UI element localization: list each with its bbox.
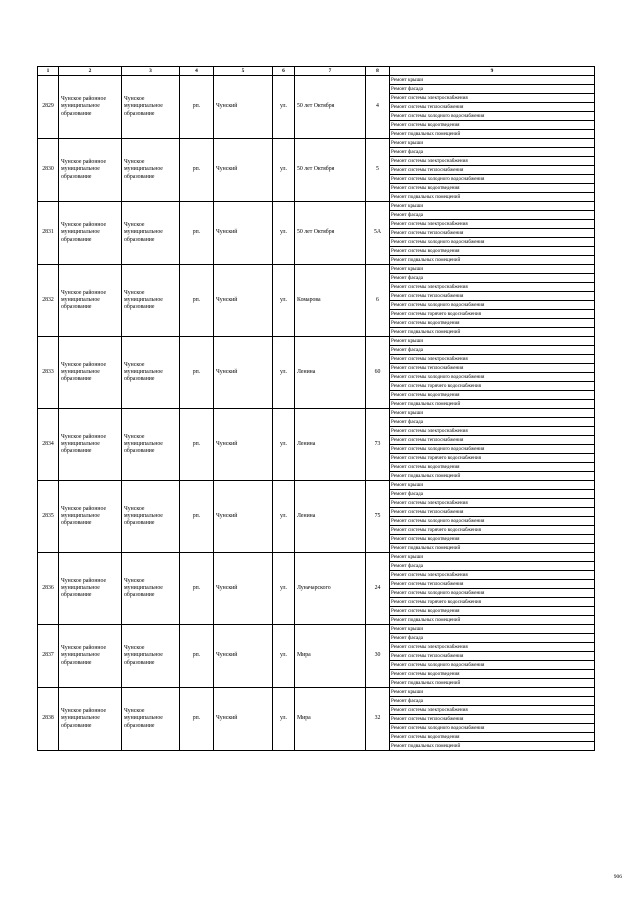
repair-work-item: Ремонт системы горячего водоснабжения	[390, 310, 595, 319]
repair-work-item: Ремонт фасада	[390, 346, 595, 355]
street-name: 50 лет Октября	[295, 202, 366, 265]
settlement-type: рп.	[180, 481, 214, 553]
repair-work-item: Ремонт крыши	[390, 688, 595, 697]
table-row	[38, 625, 595, 634]
settlement-type: рп.	[180, 139, 214, 202]
record-number: 2835	[38, 481, 59, 553]
settlement-name: Чунское муниципальное образование	[122, 409, 180, 481]
settlement-type: рп.	[180, 337, 214, 409]
locality-name: Чунский	[214, 76, 273, 139]
repair-work-item: Ремонт крыши	[390, 202, 595, 211]
repair-work-item: Ремонт крыши	[390, 553, 595, 562]
table-row	[38, 688, 595, 697]
municipality-name: Чунское районное муниципальное образование	[59, 481, 122, 553]
table-row	[38, 76, 595, 85]
repair-work-item: Ремонт подвальных помещений	[390, 256, 595, 265]
repair-work-item: Ремонт системы водоотведения	[390, 733, 595, 742]
repair-work-item: Ремонт фасада	[390, 274, 595, 283]
table-row	[38, 481, 595, 490]
repair-work-item: Ремонт крыши	[390, 76, 595, 85]
repair-work-item: Ремонт подвальных помещений	[390, 472, 595, 481]
settlement-type: рп.	[180, 553, 214, 625]
street-type: ул.	[273, 265, 295, 337]
record-number: 2838	[38, 688, 59, 751]
street-type: ул.	[273, 409, 295, 481]
column-number: 1	[38, 67, 59, 76]
settlement-type: рп.	[180, 265, 214, 337]
repair-work-item: Ремонт системы холодного водоснабжения	[390, 301, 595, 310]
repair-work-item: Ремонт системы холодного водоснабжения	[390, 661, 595, 670]
table-row	[38, 139, 595, 148]
repair-work-item: Ремонт подвальных помещений	[390, 742, 595, 751]
house-number: 75	[366, 481, 390, 553]
house-number: 6	[366, 265, 390, 337]
locality-name: Чунский	[214, 481, 273, 553]
repair-work-item: Ремонт системы водоотведения	[390, 247, 595, 256]
house-number: 24	[366, 553, 390, 625]
page-number: 906	[613, 874, 622, 880]
street-name: Мира	[295, 625, 366, 688]
street-type: ул.	[273, 139, 295, 202]
municipality-name: Чунское районное муниципальное образование	[59, 202, 122, 265]
house-number: 4	[366, 76, 390, 139]
settlement-name: Чунское муниципальное образование	[122, 553, 180, 625]
table-row	[38, 265, 595, 274]
repair-work-item: Ремонт фасада	[390, 211, 595, 220]
column-number: 8	[366, 67, 390, 76]
record-number: 2834	[38, 409, 59, 481]
repair-work-item: Ремонт системы электроснабжения	[390, 499, 595, 508]
repair-work-item: Ремонт системы теплоснабжения	[390, 580, 595, 589]
table-row	[38, 202, 595, 211]
house-number: 32	[366, 688, 390, 751]
settlement-name: Чунское муниципальное образование	[122, 265, 180, 337]
column-number: 6	[273, 67, 295, 76]
municipality-name: Чунское районное муниципальное образование	[59, 337, 122, 409]
repair-work-item: Ремонт системы теплоснабжения	[390, 652, 595, 661]
record-number: 2832	[38, 265, 59, 337]
street-name: 50 лет Октября	[295, 139, 366, 202]
repair-work-item: Ремонт системы электроснабжения	[390, 220, 595, 229]
repair-work-item: Ремонт системы холодного водоснабжения	[390, 445, 595, 454]
capital-repair-table	[37, 66, 595, 751]
repair-work-item: Ремонт системы холодного водоснабжения	[390, 724, 595, 733]
repair-work-item: Ремонт фасада	[390, 418, 595, 427]
repair-work-item: Ремонт фасада	[390, 148, 595, 157]
repair-work-item: Ремонт системы холодного водоснабжения	[390, 589, 595, 598]
repair-work-item: Ремонт системы теплоснабжения	[390, 364, 595, 373]
repair-work-item: Ремонт крыши	[390, 625, 595, 634]
municipality-name: Чунское районное муниципальное образование	[59, 139, 122, 202]
street-type: ул.	[273, 202, 295, 265]
column-number: 2	[59, 67, 122, 76]
settlement-type: рп.	[180, 202, 214, 265]
repair-work-item: Ремонт системы горячего водоснабжения	[390, 526, 595, 535]
repair-work-item: Ремонт подвальных помещений	[390, 400, 595, 409]
repair-work-item: Ремонт системы электроснабжения	[390, 355, 595, 364]
repair-work-item: Ремонт крыши	[390, 337, 595, 346]
repair-work-item: Ремонт крыши	[390, 265, 595, 274]
locality-name: Чунский	[214, 265, 273, 337]
table-row	[38, 337, 595, 346]
street-name: 50 лет Октября	[295, 76, 366, 139]
repair-work-item: Ремонт подвальных помещений	[390, 130, 595, 139]
repair-work-item: Ремонт подвальных помещений	[390, 328, 595, 337]
street-name: Ленина	[295, 409, 366, 481]
settlement-type: рп.	[180, 625, 214, 688]
repair-work-item: Ремонт крыши	[390, 481, 595, 490]
settlement-name: Чунское муниципальное образование	[122, 625, 180, 688]
repair-work-item: Ремонт системы теплоснабжения	[390, 103, 595, 112]
repair-work-item: Ремонт подвальных помещений	[390, 193, 595, 202]
house-number: 60	[366, 337, 390, 409]
settlement-name: Чунское муниципальное образование	[122, 202, 180, 265]
settlement-name: Чунское муниципальное образование	[122, 76, 180, 139]
repair-work-item: Ремонт системы холодного водоснабжения	[390, 175, 595, 184]
locality-name: Чунский	[214, 553, 273, 625]
repair-work-item: Ремонт фасада	[390, 490, 595, 499]
street-type: ул.	[273, 481, 295, 553]
street-type: ул.	[273, 553, 295, 625]
street-name: Мира	[295, 688, 366, 751]
street-type: ул.	[273, 76, 295, 139]
house-number: 5А	[366, 202, 390, 265]
locality-name: Чунский	[214, 139, 273, 202]
repair-work-item: Ремонт фасада	[390, 634, 595, 643]
street-type: ул.	[273, 688, 295, 751]
municipality-name: Чунское районное муниципальное образование	[59, 409, 122, 481]
house-number: 73	[366, 409, 390, 481]
record-number: 2830	[38, 139, 59, 202]
column-number: 7	[295, 67, 366, 76]
repair-work-item: Ремонт системы горячего водоснабжения	[390, 598, 595, 607]
repair-work-item: Ремонт системы теплоснабжения	[390, 166, 595, 175]
repair-work-item: Ремонт системы водоотведения	[390, 184, 595, 193]
repair-work-item: Ремонт системы водоотведения	[390, 535, 595, 544]
repair-work-item: Ремонт подвальных помещений	[390, 616, 595, 625]
repair-work-item: Ремонт системы водоотведения	[390, 319, 595, 328]
repair-work-item: Ремонт системы электроснабжения	[390, 706, 595, 715]
repair-work-item: Ремонт подвальных помещений	[390, 679, 595, 688]
locality-name: Чунский	[214, 625, 273, 688]
repair-work-item: Ремонт системы электроснабжения	[390, 427, 595, 436]
repair-work-item: Ремонт системы горячего водоснабжения	[390, 382, 595, 391]
repair-work-item: Ремонт системы электроснабжения	[390, 94, 595, 103]
repair-work-item: Ремонт системы водоотведения	[390, 391, 595, 400]
repair-work-item: Ремонт системы электроснабжения	[390, 157, 595, 166]
record-number: 2833	[38, 337, 59, 409]
street-name: Ленина	[295, 481, 366, 553]
house-number: 30	[366, 625, 390, 688]
repair-work-item: Ремонт системы электроснабжения	[390, 571, 595, 580]
table-row	[38, 553, 595, 562]
settlement-type: рп.	[180, 76, 214, 139]
house-number: 5	[366, 139, 390, 202]
record-number: 2831	[38, 202, 59, 265]
street-type: ул.	[273, 625, 295, 688]
column-number: 9	[390, 67, 595, 76]
settlement-type: рп.	[180, 688, 214, 751]
municipality-name: Чунское районное муниципальное образование	[59, 76, 122, 139]
repair-work-item: Ремонт системы горячего водоснабжения	[390, 454, 595, 463]
repair-work-item: Ремонт системы водоотведения	[390, 463, 595, 472]
repair-work-item: Ремонт фасада	[390, 85, 595, 94]
street-name: Комарова	[295, 265, 366, 337]
column-number: 4	[180, 67, 214, 76]
street-name: Ленина	[295, 337, 366, 409]
repair-work-item: Ремонт крыши	[390, 139, 595, 148]
repair-work-item: Ремонт системы теплоснабжения	[390, 508, 595, 517]
repair-work-item: Ремонт фасада	[390, 562, 595, 571]
repair-work-item: Ремонт крыши	[390, 409, 595, 418]
settlement-name: Чунское муниципальное образование	[122, 688, 180, 751]
settlement-name: Чунское муниципальное образование	[122, 139, 180, 202]
repair-work-item: Ремонт системы теплоснабжения	[390, 436, 595, 445]
settlement-type: рп.	[180, 409, 214, 481]
record-number: 2837	[38, 625, 59, 688]
repair-work-item: Ремонт подвальных помещений	[390, 544, 595, 553]
municipality-name: Чунское районное муниципальное образование	[59, 625, 122, 688]
repair-work-item: Ремонт системы водоотведения	[390, 121, 595, 130]
repair-work-item: Ремонт системы теплоснабжения	[390, 292, 595, 301]
repair-work-item: Ремонт системы теплоснабжения	[390, 229, 595, 238]
municipality-name: Чунское районное муниципальное образование	[59, 688, 122, 751]
column-number: 3	[122, 67, 180, 76]
column-number-row	[38, 67, 595, 76]
repair-work-item: Ремонт системы водоотведения	[390, 607, 595, 616]
table-body	[38, 76, 595, 751]
street-type: ул.	[273, 337, 295, 409]
repair-work-item: Ремонт системы теплоснабжения	[390, 715, 595, 724]
locality-name: Чунский	[214, 202, 273, 265]
locality-name: Чунский	[214, 688, 273, 751]
settlement-name: Чунское муниципальное образование	[122, 337, 180, 409]
municipality-name: Чунское районное муниципальное образование	[59, 265, 122, 337]
repair-work-item: Ремонт системы электроснабжения	[390, 283, 595, 292]
street-name: Луначарского	[295, 553, 366, 625]
settlement-name: Чунское муниципальное образование	[122, 481, 180, 553]
repair-work-item: Ремонт системы холодного водоснабжения	[390, 373, 595, 382]
repair-work-item: Ремонт фасада	[390, 697, 595, 706]
record-number: 2836	[38, 553, 59, 625]
repair-work-item: Ремонт системы холодного водоснабжения	[390, 238, 595, 247]
locality-name: Чунский	[214, 337, 273, 409]
record-number: 2829	[38, 76, 59, 139]
column-number: 5	[214, 67, 273, 76]
municipality-name: Чунское районное муниципальное образование	[59, 553, 122, 625]
repair-work-item: Ремонт системы холодного водоснабжения	[390, 517, 595, 526]
table-row	[38, 409, 595, 418]
locality-name: Чунский	[214, 409, 273, 481]
repair-work-item: Ремонт системы холодного водоснабжения	[390, 112, 595, 121]
repair-work-item: Ремонт системы водоотведения	[390, 670, 595, 679]
repair-work-item: Ремонт системы электроснабжения	[390, 643, 595, 652]
